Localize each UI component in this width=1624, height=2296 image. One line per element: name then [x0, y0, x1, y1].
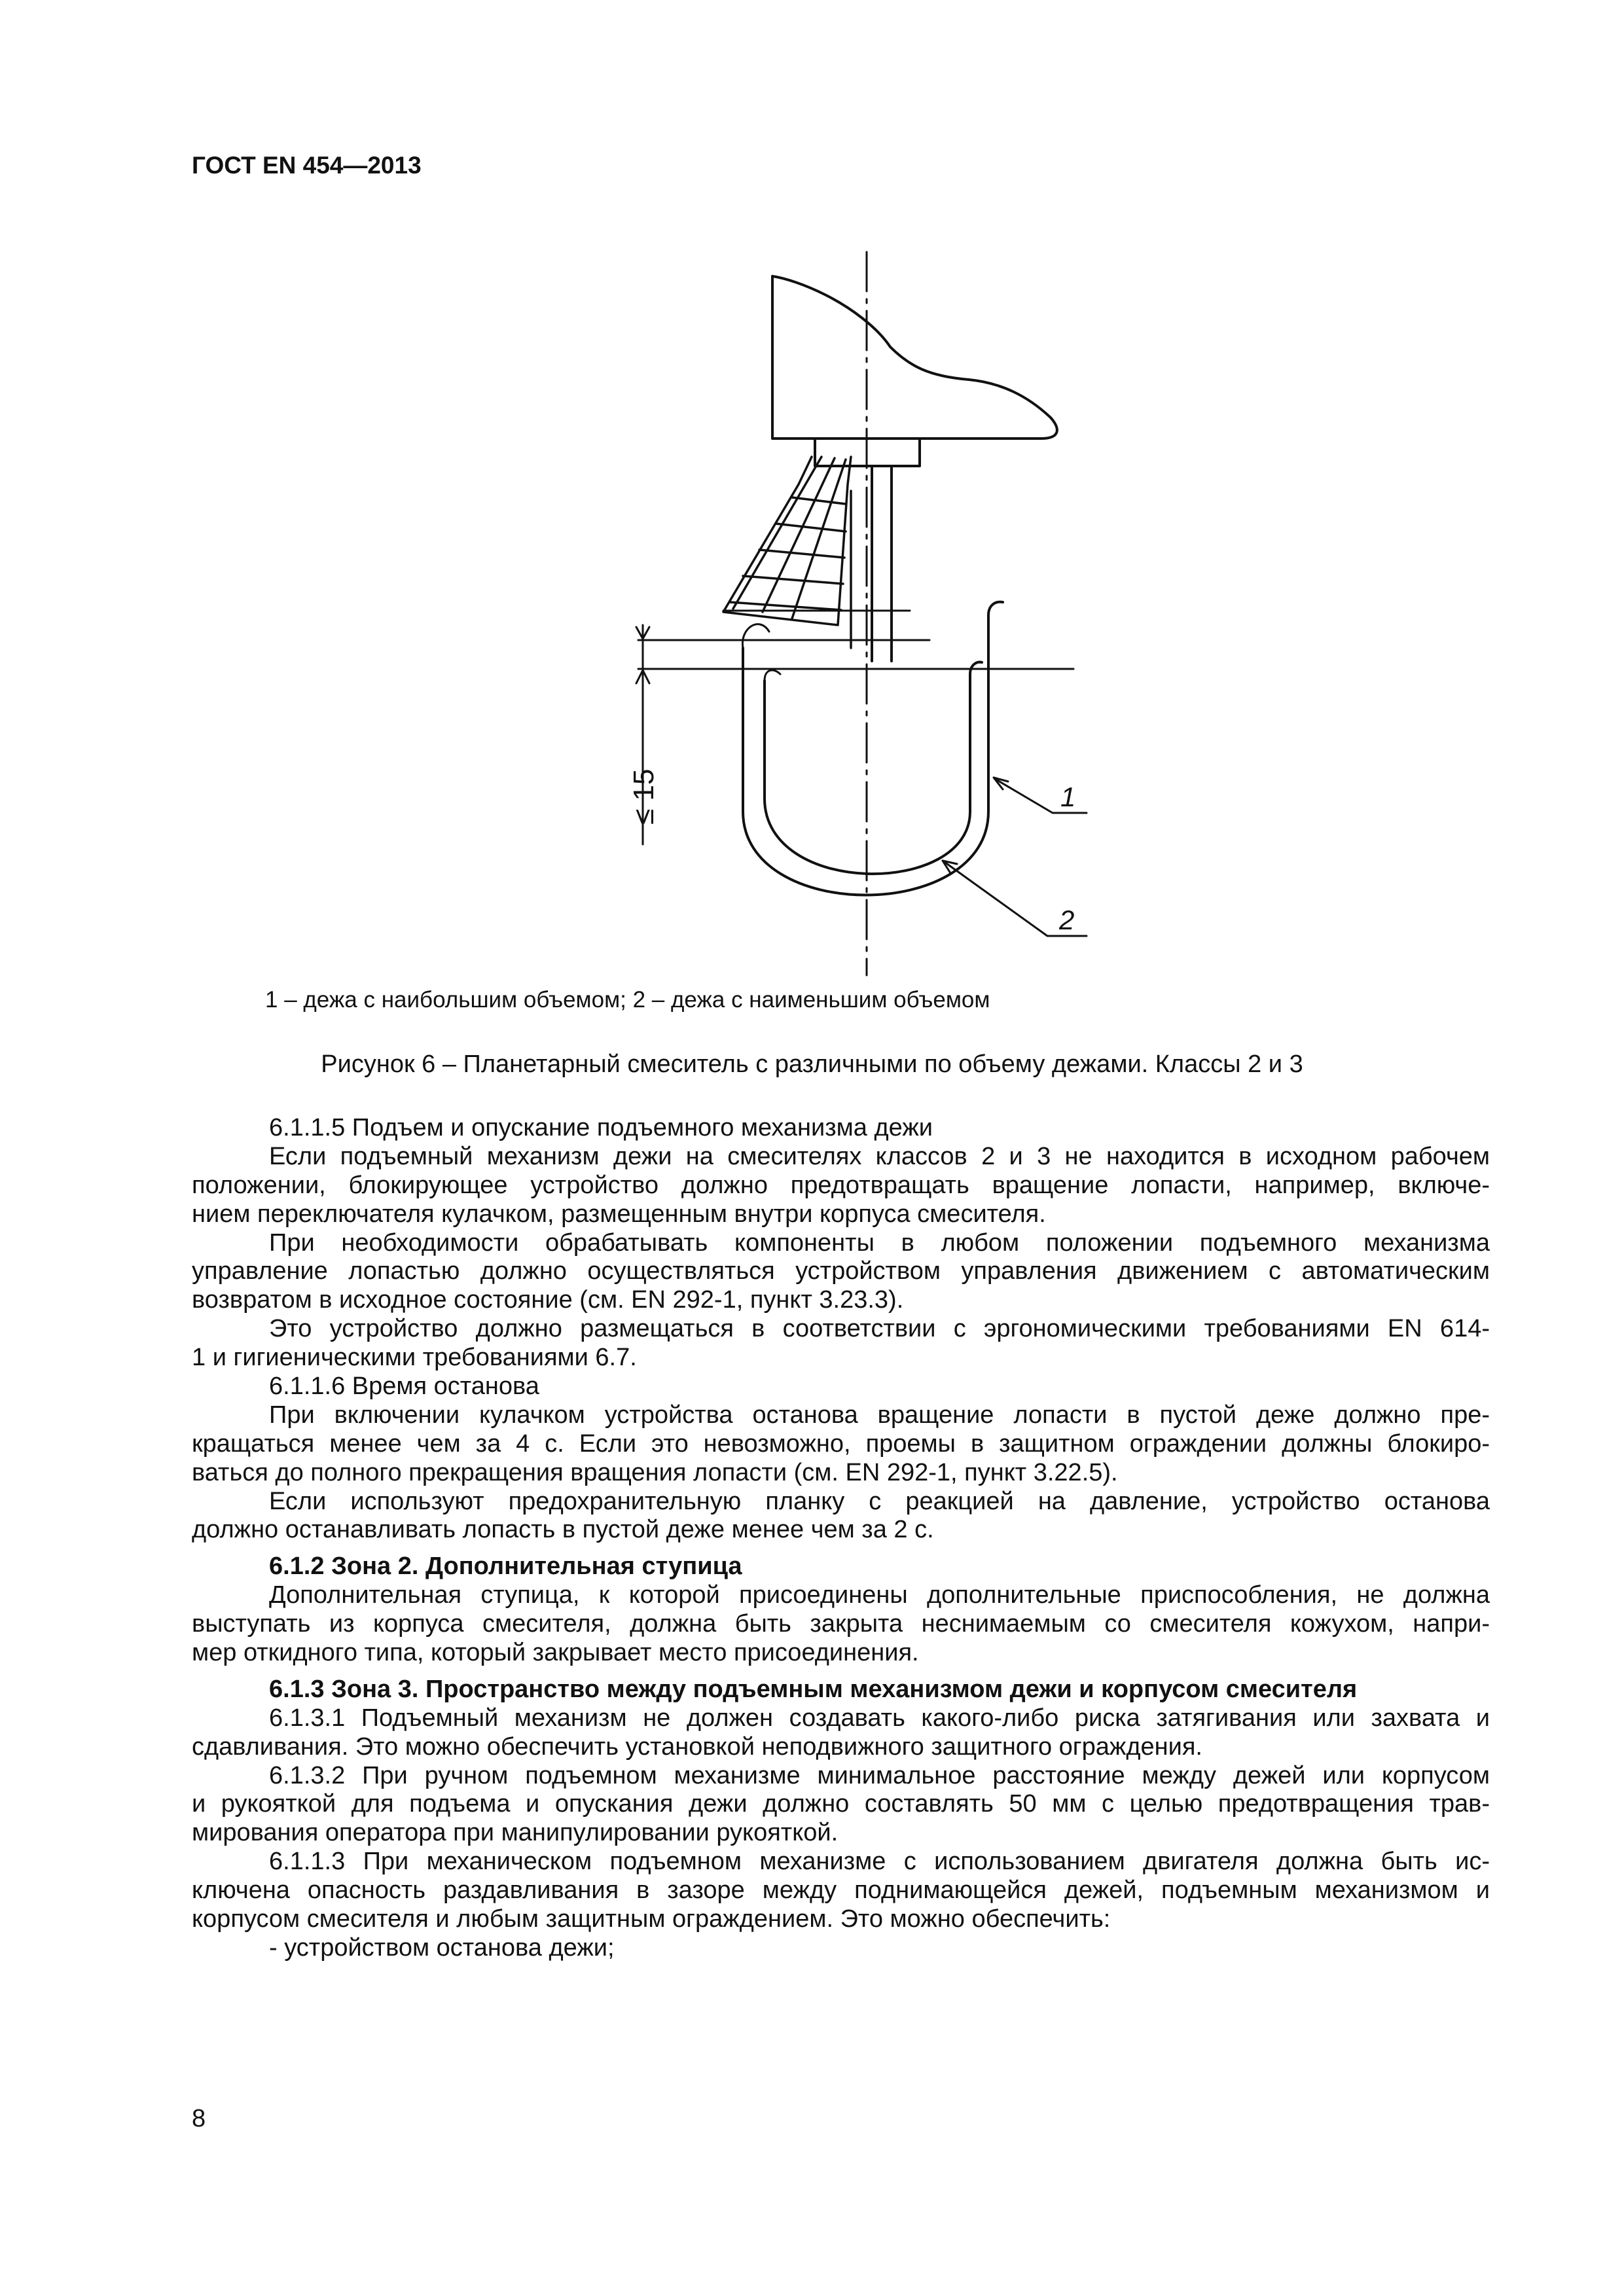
mixer-head: [772, 276, 1057, 439]
mixer-blade: [723, 457, 851, 648]
document-header: ГОСТ EN 454—2013: [192, 152, 422, 179]
body-line: должно останавливать лопасть в пустой деже менее чем за 2 с.: [192, 1516, 934, 1544]
body-line: 6.1.3.1 Подъемный механизм не должен создавать какого-либо риска затягивания или захвата и: [269, 1704, 1490, 1732]
body-line: и рукояткой для подъема и опускания дежи должно составлять 50 мм с целью предотвращения трав-: [192, 1790, 1490, 1818]
body-line: выступать из корпуса смесителя, должна быть закрыта неснимаемым со смесителя кожухом, напри-: [192, 1610, 1490, 1638]
body-line: нием переключателя кулачком, размещенным внутри корпуса смесителя.: [192, 1200, 1046, 1228]
bowl-smallest: [765, 662, 982, 874]
body-line: возвратом в исходное состояние (см. EN 292-1, пункт 3.23.3).: [192, 1286, 904, 1314]
body-line: кращаться менее чем за 4 с. Если это невозможно, проемы в защитном ограждении должны блокиро-: [192, 1429, 1490, 1458]
callout-1-label: 1: [1060, 781, 1076, 812]
body-line: Если подъемный механизм дежи на смесителях классов 2 и 3 не находится в исходном рабочем: [269, 1142, 1490, 1170]
body-line: мер откидного типа, который закрывает место присоединения.: [192, 1639, 919, 1667]
body-line: управление лопастью должно осуществляться устройством управления движением с автоматическим: [192, 1257, 1490, 1285]
body-line: Если используют предохранительную планку с реакцией на давление, устройство останова: [269, 1487, 1490, 1515]
body-line: мирования оператора при манипулировании рукояткой.: [192, 1819, 839, 1847]
body-line: 1 и гигиеническими требованиями 6.7.: [192, 1344, 637, 1372]
body-line: При включении кулачком устройства останова вращение лопасти в пустой деже должно пре-: [269, 1401, 1490, 1429]
body-line: ваться до полного прекращения вращения лопасти (см. EN 292-1, пункт 3.22.5).: [192, 1458, 1118, 1486]
body-text: [192, 1114, 1490, 1963]
body-line: корпусом смесителя и любым защитным ограждением. Это можно обеспечить:: [192, 1905, 1111, 1933]
figure-legend: 1 – дежа с наибольшим объемом; 2 – дежа с наименьшим объемом: [265, 987, 990, 1013]
planetary-mixer-figure: [602, 249, 1113, 982]
page-number: 8: [192, 2105, 206, 2132]
body-line: Это устройство должно размещаться в соответствии с эргономическими требованиями EN 614-: [269, 1315, 1490, 1343]
body-line: 6.1.1.5 Подъем и опускание подъемного механизма дежи: [269, 1114, 933, 1141]
body-line: 6.1.1.6 Время останова: [269, 1372, 539, 1401]
body-line: ключена опасность раздавливания в зазоре между поднимающейся дежей, подъемным механизмом и: [192, 1876, 1490, 1905]
body-line: сдавливания. Это можно обеспечить установкой неподвижного защитного ограждения.: [192, 1732, 1202, 1761]
body-line: 6.1.1.3 При механическом подъемном механизме с использованием двигателя должна быть ис-: [269, 1848, 1490, 1876]
body-line: - устройством останова дежи;: [269, 1933, 615, 1962]
body-line: 6.1.3.2 При ручном подъемном механизме минимальное расстояние между дежей или корпусом: [269, 1761, 1490, 1789]
dimension-label: ≤ 15: [628, 768, 660, 825]
figure-caption: Рисунок 6 – Планетарный смеситель с различными по объему дежами. Классы 2 и 3: [321, 1050, 1303, 1078]
section-heading: 6.1.3 Зона 3. Пространство между подъемным механизмом дежи и корпусом смесителя: [269, 1675, 1358, 1703]
callout-2-label: 2: [1059, 905, 1075, 935]
body-line: положении, блокирующее устройство должно предотвращать вращение лопасти, например, включе-: [192, 1171, 1490, 1199]
body-line: Дополнительная ступица, к которой присоединены дополнительные приспособления, не должна: [269, 1581, 1490, 1609]
body-line: При необходимости обрабатывать компоненты в любом положении подъемного механизма: [269, 1229, 1490, 1257]
section-heading: 6.1.2 Зона 2. Дополнительная ступица: [269, 1552, 742, 1581]
